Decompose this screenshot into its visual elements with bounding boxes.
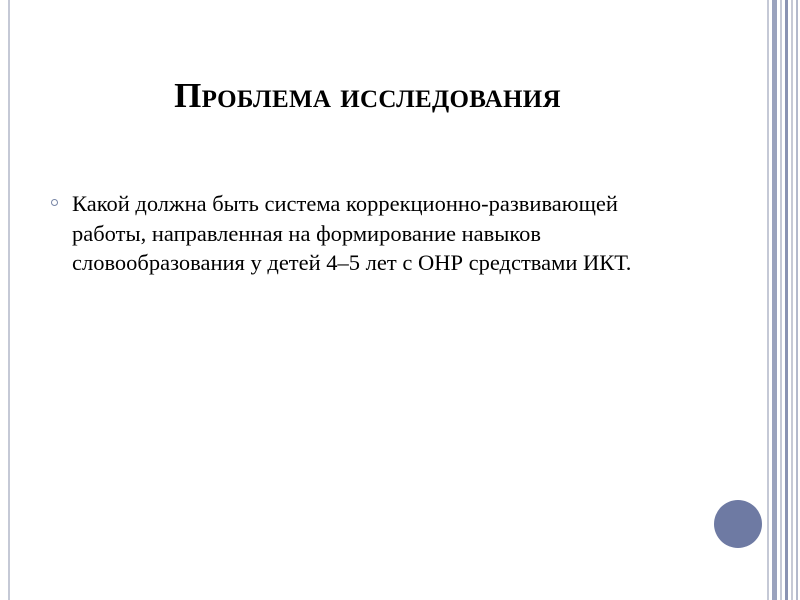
slide-title: Проблема исследования bbox=[174, 76, 561, 115]
bullet-circle-icon bbox=[51, 199, 58, 206]
right-frame-stripe bbox=[772, 0, 777, 600]
right-frame-stripe bbox=[767, 0, 769, 600]
right-frame-stripe bbox=[785, 0, 788, 600]
right-frame bbox=[764, 0, 800, 600]
right-frame-stripe bbox=[791, 0, 793, 600]
slide-body bbox=[48, 189, 688, 278]
decorative-circle bbox=[714, 500, 762, 548]
list-item bbox=[48, 189, 688, 278]
right-frame-stripe bbox=[796, 0, 798, 600]
bullet-text: Какой должна быть система коррекционно-развивающей работы, направленная на формирование навыков словообразования у детей 4–5 лет с ОНР средствами ИКТ. bbox=[72, 191, 632, 275]
right-frame-stripe bbox=[780, 0, 782, 600]
